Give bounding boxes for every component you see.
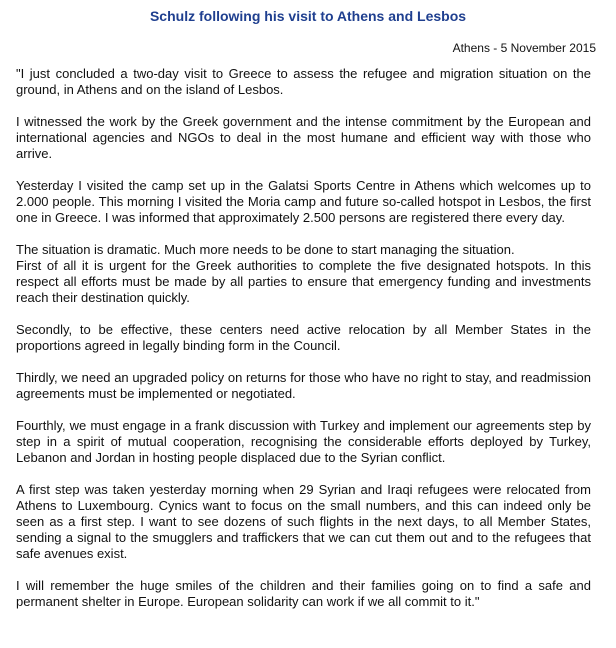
statement-paragraph [16,322,591,354]
paragraph-text: Yesterday I visited the camp set up in the Galatsi Sports Centre in Athens which welcomes up to 2.000 people. This morning I visited the Moria camp and future so-called hotspot in Lesbos, the first one in Greece. I was informed that approximately 2.500 persons are registered there every day. [16,178,591,225]
statement-paragraph [16,114,591,162]
statement-paragraph [16,242,591,306]
statement-body [16,66,591,626]
paragraph-text: I will remember the huge smiles of the children and their families going on to find a safe and permanent shelter in Europe. European solidarity can work if we all commit to it." [16,578,591,609]
paragraph-text: The situation is dramatic. Much more needs to be done to start managing the situation. [16,242,515,257]
paragraph-text: A first step was taken yesterday morning when 29 Syrian and Iraqi refugees were relocated from Athens to Luxembourg. Cynics want to focus on the small numbers, and this can indeed only be seen as a first step. I want to see dozens of such flights in the next days, to all Member States, sending a signal to the smugglers and traffickers that we can cut them out and to the refugees that safe avenues exist. [16,482,591,561]
statement-paragraph [16,578,591,610]
statement-paragraph [16,178,591,226]
statement-paragraph [16,370,591,402]
paragraph-text: Fourthly, we must engage in a frank discussion with Turkey and implement our agreements step by step in a spirit of mutual cooperation, recognising the considerable efforts deployed by Turkey, Lebanon and Jordan in hosting people displaced due to the Syrian conflict. [16,418,591,465]
statement-paragraph [16,418,591,466]
paragraph-text: I witnessed the work by the Greek government and the intense commitment by the European and international agencies and NGOs to deal in the most humane and efficient way with those who arrive. [16,114,591,161]
paragraph-text: "I just concluded a two-day visit to Greece to assess the refugee and migration situation on the ground, in Athens and on the island of Lesbos. [16,66,591,97]
paragraph-text: First of all it is urgent for the Greek authorities to complete the five designated hotspots. In this respect all efforts must be made by all parties to ensure that emergency funding and investments reach their destination quickly. [16,258,591,305]
paragraph-text: Thirdly, we need an upgraded policy on returns for those who have no right to stay, and readmission agreements must be implemented or negotiated. [16,370,591,401]
dateline: Athens - 5 November 2015 [452,41,596,55]
statement-paragraph [16,66,591,98]
page-title: Schulz following his visit to Athens and Lesbos [149,8,467,24]
statement-paragraph [16,482,591,562]
paragraph-text: Secondly, to be effective, these centers need active relocation by all Member States in the proportions agreed in legally binding form in the Council. [16,322,591,353]
